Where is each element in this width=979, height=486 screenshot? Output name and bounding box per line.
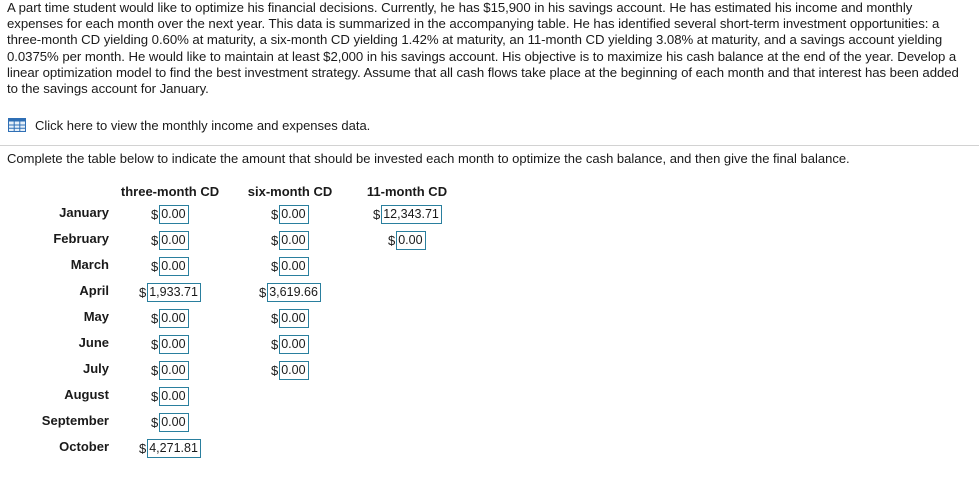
amount-cell-march-three-month-cd — [151, 256, 189, 276]
amount-input[interactable]: 0.00 — [159, 387, 188, 406]
amount-cell-may-six-month-cd — [271, 308, 309, 328]
row-label-june: June — [78, 335, 109, 350]
instruction-text: Complete the table below to indicate the amount that should be invested each month to optimize the cash balance, and then give the final balance. — [7, 151, 850, 166]
amount-cell-june-three-month-cd — [151, 334, 189, 354]
amount-cell-february-three-month-cd — [151, 230, 189, 250]
amount-input[interactable]: 3,619.66 — [267, 283, 321, 302]
currency-symbol: $ — [151, 232, 159, 248]
row-label-february: February — [53, 231, 109, 246]
currency-symbol: $ — [271, 258, 279, 274]
currency-symbol: $ — [151, 414, 159, 430]
row-label-october: October — [59, 439, 109, 454]
currency-symbol: $ — [271, 362, 279, 378]
amount-input[interactable]: 0.00 — [279, 231, 308, 250]
section-divider — [0, 145, 979, 146]
currency-symbol: $ — [271, 232, 279, 248]
amount-cell-january-eleven-month-cd — [373, 204, 442, 224]
view-data-link[interactable] — [8, 116, 370, 134]
amount-cell-february-six-month-cd — [271, 230, 309, 250]
amount-cell-july-six-month-cd — [271, 360, 309, 380]
amount-input[interactable]: 1,933.71 — [147, 283, 201, 302]
amount-input[interactable]: 0.00 — [279, 361, 308, 380]
row-label-august: August — [64, 387, 109, 402]
amount-cell-june-six-month-cd — [271, 334, 309, 354]
currency-symbol: $ — [151, 258, 159, 274]
currency-symbol: $ — [271, 206, 279, 222]
column-header-six-month-cd: six-month CD — [247, 184, 333, 199]
amount-input[interactable]: 12,343.71 — [381, 205, 442, 224]
amount-input[interactable]: 0.00 — [159, 257, 188, 276]
amount-input[interactable]: 0.00 — [279, 309, 308, 328]
amount-cell-july-three-month-cd — [151, 360, 189, 380]
currency-symbol: $ — [373, 206, 381, 222]
currency-symbol: $ — [139, 440, 147, 456]
view-data-link-label[interactable]: Click here to view the monthly income and expenses data. — [35, 117, 371, 133]
row-label-may: May — [83, 309, 109, 324]
amount-cell-october-three-month-cd — [139, 438, 201, 458]
amount-input[interactable]: 0.00 — [396, 231, 425, 250]
row-label-march: March — [70, 257, 109, 272]
amount-cell-september-three-month-cd — [151, 412, 189, 432]
amount-input[interactable]: 0.00 — [159, 361, 188, 380]
row-label-september: September — [41, 413, 109, 428]
amount-input[interactable]: 0.00 — [279, 257, 308, 276]
amount-cell-january-three-month-cd — [151, 204, 189, 224]
amount-cell-january-six-month-cd — [271, 204, 309, 224]
amount-input[interactable]: 0.00 — [159, 413, 188, 432]
table-grid-icon — [8, 118, 26, 132]
currency-symbol: $ — [139, 284, 147, 300]
currency-symbol: $ — [151, 362, 159, 378]
currency-symbol: $ — [271, 310, 279, 326]
currency-symbol: $ — [151, 336, 159, 352]
row-label-july: July — [82, 361, 109, 376]
column-header-three-month-cd: three-month CD — [120, 184, 220, 199]
amount-input[interactable]: 0.00 — [279, 205, 308, 224]
amount-cell-march-six-month-cd — [271, 256, 309, 276]
column-header-eleven-month-cd: 11-month CD — [366, 184, 448, 199]
amount-cell-april-six-month-cd — [259, 282, 321, 302]
currency-symbol: $ — [151, 310, 159, 326]
amount-input[interactable]: 0.00 — [159, 231, 188, 250]
amount-cell-may-three-month-cd — [151, 308, 189, 328]
currency-symbol: $ — [388, 232, 396, 248]
amount-input[interactable]: 0.00 — [159, 309, 188, 328]
row-label-april: April — [79, 283, 109, 298]
amount-cell-april-three-month-cd — [139, 282, 201, 302]
amount-input[interactable]: 0.00 — [159, 205, 188, 224]
amount-input[interactable]: 0.00 — [279, 335, 308, 354]
row-label-january: January — [59, 205, 109, 220]
currency-symbol: $ — [271, 336, 279, 352]
amount-input[interactable]: 0.00 — [159, 335, 188, 354]
currency-symbol: $ — [151, 388, 159, 404]
amount-cell-february-eleven-month-cd — [388, 230, 426, 250]
amount-cell-august-three-month-cd — [151, 386, 189, 406]
amount-input[interactable]: 4,271.81 — [147, 439, 201, 458]
currency-symbol: $ — [259, 284, 267, 300]
problem-statement: A part time student would like to optimize his financial decisions. Currently, he has $15,900 in his savings account. He has estimated his income and monthly expenses for each month over the next year. This data is summarized in the accompanying table. He has identified several short-term investment opportunities: a three-month CD yielding 0.60% at maturity, a six-month CD yielding 1.42% at maturity, an 11-month CD yielding 3.08% at maturity, and a savings account yielding 0.0375% per month. He would like to maintain at least $2,000 in his savings account. His objective is to maximize his cash balance at the end of the year. Develop a linear optimization model to find the best investment strategy. Assume that all cash flows take place at the beginning of each month and that interest has been added to the savings account for January. — [7, 0, 959, 97]
currency-symbol: $ — [151, 206, 159, 222]
